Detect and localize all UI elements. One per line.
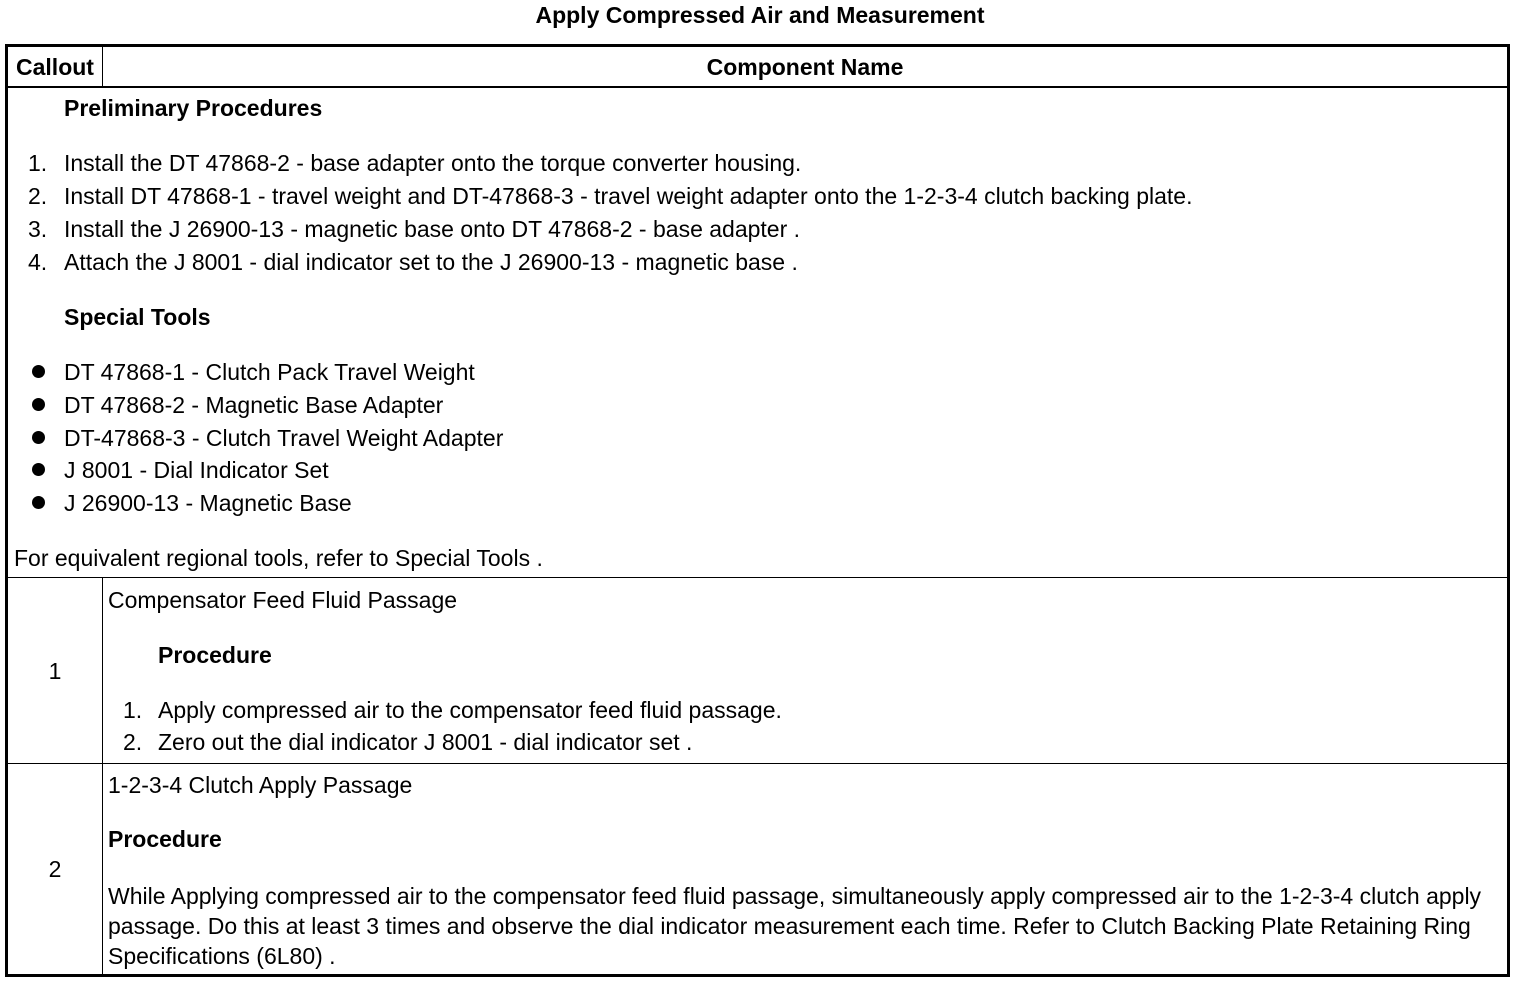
procedure-step: Zero out the dial indicator J 8001 - dial indicator set .: [158, 729, 693, 755]
step-number: 1.: [123, 697, 143, 723]
preliminary-row: [7, 87, 1509, 578]
step-number: 1.: [28, 150, 48, 176]
preliminary-section: [8, 88, 1507, 577]
procedure-step: Apply compressed air to the compensator feed fluid passage.: [158, 697, 782, 723]
component-name: Compensator Feed Fluid Passage: [108, 587, 458, 613]
step-number: 2.: [123, 729, 143, 755]
table-row: [7, 764, 1509, 976]
tool-item: DT 47868-1 - Clutch Pack Travel Weight: [64, 359, 475, 385]
step-number: 2.: [28, 183, 48, 209]
preliminary-heading: Preliminary Procedures: [64, 95, 323, 121]
bullet-icon: [32, 398, 45, 411]
preliminary-step: Attach the J 8001 - dial indicator set to the J 26900-13 - magnetic base .: [64, 249, 798, 275]
bullet-icon: [32, 365, 45, 378]
special-tools-heading: Special Tools: [64, 304, 211, 330]
table-header-row: [7, 46, 1509, 88]
bullet-icon: [32, 463, 45, 476]
component-name: 1-2-3-4 Clutch Apply Passage: [108, 772, 413, 798]
procedure-text: While Applying compressed air to the compensator feed fluid passage, simultaneously apply compressed air to the 1-2-3-4 clutch apply passage. Do this at least 3 times and observe the dial indicator measurement each time. Refer to Clutch Backing Plate Retaining Ring Specifications (6L80) .: [108, 883, 1482, 969]
callout-header: Callout: [7, 46, 103, 88]
preliminary-step: Install DT 47868-1 - travel weight and DT-47868-3 - travel weight adapter onto the 1-2-3-4 clutch backing plate.: [64, 183, 1193, 209]
preliminary-step: Install the J 26900-13 - magnetic base onto DT 47868-2 - base adapter .: [64, 216, 801, 242]
bullet-icon: [32, 431, 45, 444]
step-number: 4.: [28, 249, 48, 275]
component-table: [5, 44, 1510, 977]
bullet-icon: [32, 496, 45, 509]
procedure-heading: Procedure: [158, 642, 272, 668]
regional-tools-note: For equivalent regional tools, refer to Special Tools .: [14, 545, 543, 571]
row-content: [103, 578, 1507, 763]
step-number: 3.: [28, 216, 48, 242]
callout-number: 2: [7, 764, 103, 976]
procedure-heading: Procedure: [108, 826, 222, 852]
callout-number: 1: [7, 578, 103, 764]
tool-item: DT 47868-2 - Magnetic Base Adapter: [64, 392, 444, 418]
tool-item: J 8001 - Dial Indicator Set: [64, 457, 329, 483]
row-content: [103, 764, 1507, 974]
tool-item: J 26900-13 - Magnetic Base: [64, 490, 352, 516]
page-title: Apply Compressed Air and Measurement: [535, 2, 985, 28]
tool-item: DT-47868-3 - Clutch Travel Weight Adapter: [64, 425, 504, 451]
preliminary-step: Install the DT 47868-2 - base adapter onto the torque converter housing.: [64, 150, 802, 176]
table-row: [7, 578, 1509, 764]
component-name-header: Component Name: [103, 46, 1509, 88]
